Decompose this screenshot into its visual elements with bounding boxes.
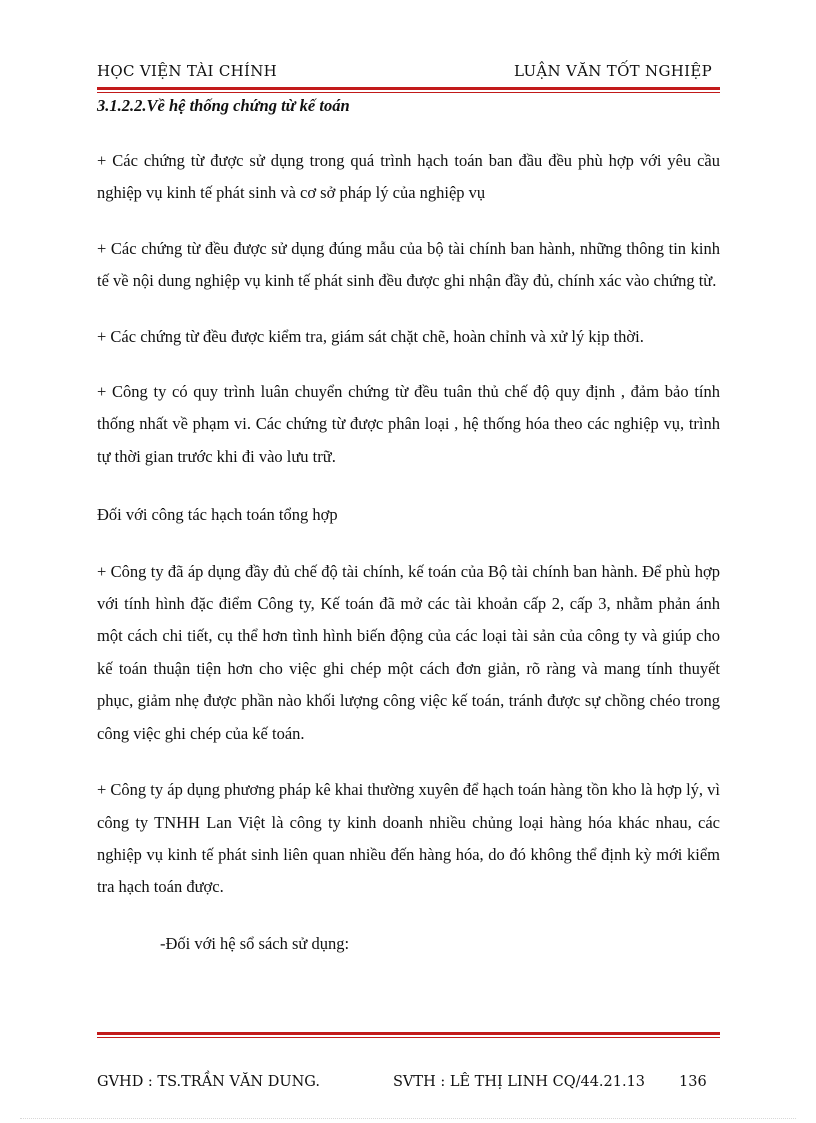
paragraph-4: + Công ty có quy trình luân chuyển chứng từ đều tuân thủ chế độ quy định , đảm bảo tính thống nhất về phạm vi. Các chứng từ được phân loại , hệ thống hóa theo các nghiệp vụ, trình tự thời gian trước khi đi vào lưu trữ. [97, 382, 720, 466]
header-school-name: HỌC VIỆN TÀI CHÍNH [97, 62, 278, 80]
page-bottom-dotted-line [20, 1118, 796, 1119]
footer-rule-thin [97, 1037, 720, 1038]
paragraph-1: + Các chứng từ được sử dụng trong quá trình hạch toán ban đầu đều phù hợp với yêu cầu nghiệp vụ kinh tế phát sinh và cơ sở pháp lý của nghiệp vụ [97, 151, 720, 203]
paragraph-3: + Các chứng từ đều được kiểm tra, giám sát chặt chẽ, hoàn chỉnh và xử lý kịp thời. [97, 326, 644, 346]
footer-advisor: GVHD : TS.TRẦN VĂN DUNG. [97, 1074, 320, 1090]
paragraph-2: + Các chứng từ đều được sử dụng đúng mẫu của bộ tài chính ban hành, những thông tin kinh tế về nội dung nghiệp vụ kinh tế phát sinh đều được ghi nhận đầy đủ, chính xác vào chứng từ. [97, 238, 720, 291]
body-content [97, 145, 720, 960]
header-rule [97, 87, 720, 93]
header-thesis-label: LUẬN VĂN TỐT NGHIỆP [514, 62, 712, 80]
footer-rule-thick [97, 1032, 720, 1035]
footer-student: SVTH : LÊ THỊ LINH CQ/44.21.13 [393, 1074, 646, 1090]
paragraph-6: + Công ty đã áp dụng đầy đủ chế độ tài chính, kế toán của Bộ tài chính ban hành. Để phù hợp với tính hình đặc điểm Công ty, Kế toán đã mở các tài khoản cấp 2, cấp 3, nhằm phản ánh một cách chi tiết, cụ thể hơn tình hình biến động của các loại tài sản của công ty và giúp cho kế toán thuận tiện hơn cho việc ghi chép một cách đơn giản, rõ ràng và mang tính thuyết phục, giảm nhẹ được phần nào khối lượng công việc kế toán, tránh được sự chồng chéo trong công việc ghi chép của kế toán. [97, 561, 720, 743]
section-title: 3.1.2.2.Về hệ thống chứng từ kế toán [97, 96, 350, 115]
header-rule-thick [97, 87, 720, 90]
header-rule-thin [97, 92, 720, 93]
subheading-general-accounting: Đối với công tác hạch toán tổng hợp [97, 505, 338, 525]
subheading-ledger-system: -Đối với hệ sổ sách sử dụng: [160, 933, 350, 953]
page-number: 136 [679, 1074, 707, 1090]
paragraph-7: + Công ty áp dụng phương pháp kê khai thường xuyên để hạch toán hàng tồn kho là hợp lý, vì công ty TNHH Lan Việt là công ty kinh doanh nhiều chủng loại hàng hóa khác nhau, các nghiệp vụ kinh tế phát sinh liên quan nhiều đến hàng hóa, do đó không thể định kỳ mới kiểm tra hạch toán được. [97, 780, 720, 897]
footer-rule [97, 1032, 720, 1038]
